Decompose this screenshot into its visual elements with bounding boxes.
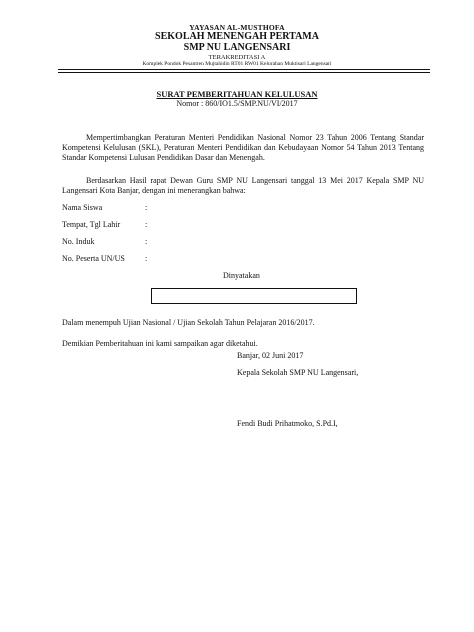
field-label-student-name: Nama Siswa: [62, 203, 103, 212]
field-colon: :: [145, 220, 148, 229]
paragraph-closing: Demikian Pemberitahuan ini kami sampaikan agar diketahui.: [62, 339, 258, 348]
school-address: Komplek Pondok Pesantren Mujtahidin RT01 RW01 Kelurahan Muktisari Langensari: [142, 61, 332, 67]
header-divider-thin: [58, 72, 430, 73]
field-label-exam-number: No. Peserta UN/US: [62, 254, 125, 263]
letter-number: Nomor : 860/IO1.5/SMP.NU/VI/2017: [176, 99, 298, 108]
field-label-student-id: No. Induk: [62, 237, 95, 246]
paragraph-exam: Dalam menempuh Ujian Nasional / Ujian Sekolah Tahun Pelajaran 2016/2017.: [62, 318, 315, 327]
foundation-name: YAYASAN AL-MUSTHOFA: [189, 23, 285, 32]
field-colon: :: [145, 254, 148, 263]
signature-place-date: Banjar, 02 Juni 2017: [237, 351, 304, 360]
field-label-birth: Tempat, Tgl Lahir: [62, 220, 121, 229]
school-level: SEKOLAH MENENGAH PERTAMA: [155, 31, 319, 42]
signature-name: Fendi Budi Prihatmoko, S.Pd.I,: [237, 419, 338, 428]
signature-position: Kepala Sekolah SMP NU Langensari,: [237, 368, 359, 377]
accreditation: TERAKREDITASI A: [208, 54, 266, 61]
field-colon: :: [145, 203, 148, 212]
header-divider-thick: [58, 69, 430, 70]
declared-label: Dinyatakan: [223, 271, 260, 280]
paragraph-considering: Mempertimbangkan Peraturan Menteri Pendidikan Nasional Nomor 23 Tahun 2006 Tentang Standar Kompetensi Kelulusan (SKL), Peraturan Menteri Pendidikan dan Kebudayaan Nomor 54 Tahun 2013 Tentang Standar Kompetensi Lulusan Pendidikan Dasar dan Menengah.: [62, 133, 424, 163]
school-name: SMP NU LANGENSARI: [183, 42, 291, 53]
field-colon: :: [145, 237, 148, 246]
letter-title: SURAT PEMBERITAHUAN KELULUSAN: [156, 89, 318, 99]
paragraph-based-on: Berdasarkan Hasil rapat Dewan Guru SMP NU Langensari tanggal 13 Mei 2017 Kepala SMP NU Langensari Kota Banjar, dengan ini menerangkan bahwa:: [62, 176, 424, 196]
graduation-status-box: [151, 288, 357, 304]
